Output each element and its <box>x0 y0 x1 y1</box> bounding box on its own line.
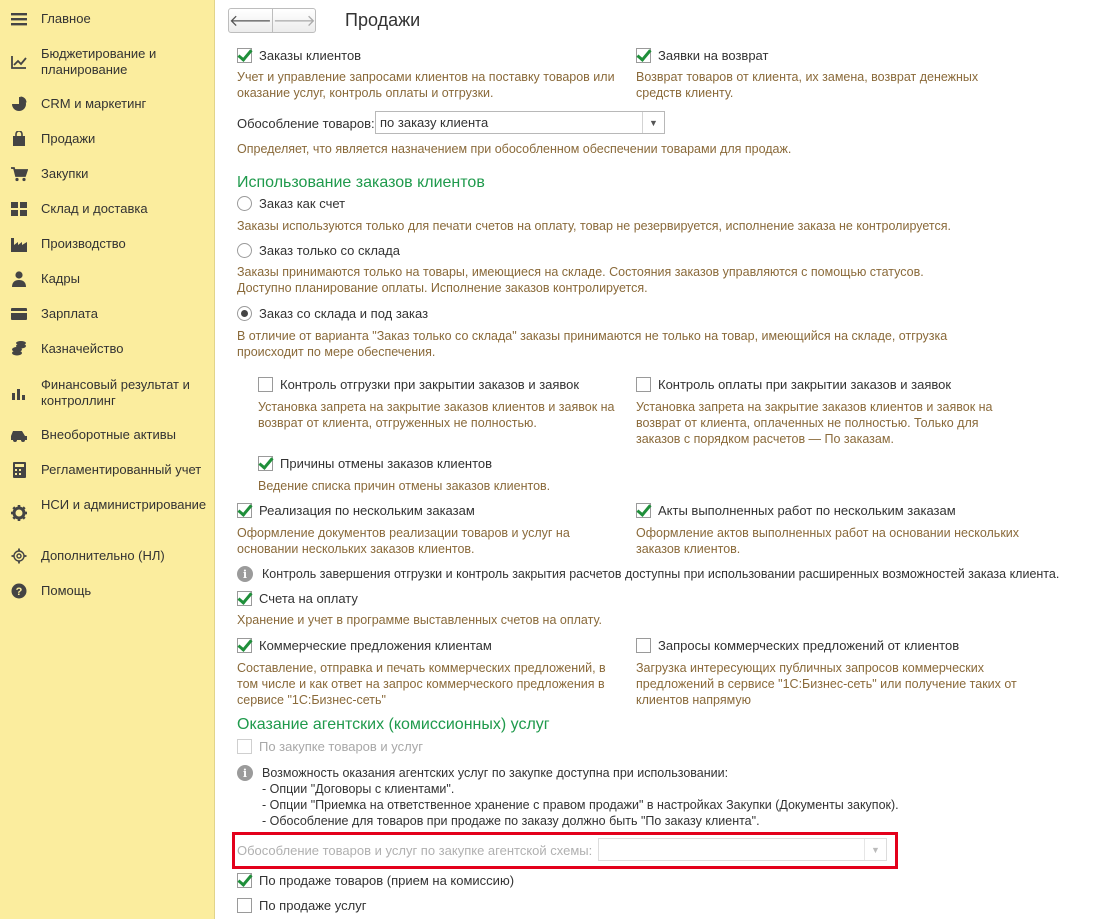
sidebar <box>0 0 215 919</box>
card-icon <box>10 306 28 322</box>
sidebar-item-main[interactable] <box>0 10 214 30</box>
offers-label: Коммерческие предложения клиентам <box>259 638 492 653</box>
gear-icon <box>10 505 28 521</box>
option-stock-only-label: Заказ только со склада <box>259 243 400 258</box>
cancel-reasons-row[interactable] <box>258 456 492 471</box>
sidebar-item-help[interactable] <box>0 582 214 602</box>
shipment-control-checkbox[interactable] <box>258 377 273 392</box>
payment-control-row[interactable] <box>636 377 951 392</box>
budget-icon <box>10 54 28 70</box>
isolation-select[interactable] <box>375 111 665 134</box>
shipment-control-label: Контроль отгрузки при закрытии заказов и заявок <box>280 377 580 392</box>
bar-chart-icon <box>10 385 28 401</box>
sidebar-item-fixed-assets[interactable] <box>0 426 214 446</box>
info-icon: i <box>237 566 253 582</box>
offers-checkbox[interactable] <box>237 638 252 653</box>
shipment-control-desc: Установка запрета на закрытие заказов клиентов и заявок на возврат от клиента, отгруженных не полностью. <box>258 400 615 430</box>
agent-purchase-row[interactable] <box>237 739 423 754</box>
sidebar-item-label: Помощь <box>41 583 92 598</box>
cancel-reasons-checkbox[interactable] <box>258 456 273 471</box>
sidebar-item-label: Внеоборотные активы <box>41 427 177 442</box>
help-icon <box>10 583 28 599</box>
invoices-desc: Хранение и учет в программе выставленных счетов на оплату. <box>237 613 602 627</box>
sidebar-item-label: Кадры <box>41 271 80 286</box>
agent-info-icon-wrap <box>237 765 253 781</box>
sidebar-item-label: Регламентированный учет <box>41 462 202 477</box>
sidebar-item-label: Финансовый результат и контроллинг <box>41 377 190 408</box>
agent-info-line: - Опции "Договоры с клиентами". <box>262 782 455 796</box>
cart-icon <box>10 166 28 182</box>
agent-goods-sale-row[interactable] <box>237 873 514 888</box>
sidebar-item-warehouse[interactable] <box>0 200 214 220</box>
svg-text:?: ? <box>15 586 23 598</box>
agent-info-line: - Обособление для товаров при продаже по заказу должно быть "По заказу клиента". <box>262 814 760 828</box>
multi-acts-checkbox[interactable] <box>636 503 651 518</box>
sidebar-item-salary[interactable] <box>0 305 214 325</box>
sidebar-item-label: Главное <box>41 11 91 26</box>
agent-info-line: Возможность оказания агентских услуг по закупке доступна при использовании: <box>262 766 729 780</box>
sidebar-item-label: CRM и маркетинг <box>41 96 147 111</box>
sidebar-item-label: Дополнительно (НЛ) <box>41 548 165 563</box>
option-stock-and-order-label: Заказ со склада и под заказ <box>259 306 429 321</box>
agent-scheme-label: Обособление товаров и услуг по закупке агентской схемы: <box>237 843 593 858</box>
agent-services-sale-label: По продаже услуг <box>259 898 367 913</box>
requests-desc: Загрузка интересующих публичных запросов коммерческих предложений в сервисе "1С:Бизнес-сеть" или получение таких от клиентов напрямую <box>636 661 1017 707</box>
option-stock-only-radio[interactable] <box>237 243 252 258</box>
returns-checkbox-row[interactable] <box>636 48 768 63</box>
agent-purchase-label: По закупке товаров и услуг <box>259 739 423 754</box>
invoices-checkbox[interactable] <box>237 591 252 606</box>
factory-icon <box>10 236 28 252</box>
sidebar-item-sales[interactable] <box>0 130 214 150</box>
cancel-reasons-label: Причины отмены заказов клиентов <box>280 456 493 471</box>
calculator-icon <box>10 462 28 478</box>
multi-info-icon-wrap <box>237 566 253 582</box>
agent-section-title: Оказание агентских (комиссионных) услуг <box>237 716 550 733</box>
sidebar-item-label: Казначейство <box>41 341 124 356</box>
back-button[interactable]: 🡐 <box>229 13 272 30</box>
bag-icon <box>10 131 28 147</box>
sidebar-item-label: Бюджетирование и планирование <box>41 46 157 77</box>
gear-outline-icon <box>10 548 28 564</box>
page-title: Продажи <box>345 10 421 30</box>
coins-icon <box>10 341 28 357</box>
multi-info-text: Контроль завершения отгрузки и контроль закрытия расчетов доступны при использовании расширенных возможностей заказа клиента. <box>262 567 1060 581</box>
info-icon: i <box>237 765 253 781</box>
multi-acts-row[interactable] <box>636 503 956 518</box>
multi-sales-label: Реализация по нескольким заказам <box>259 503 475 518</box>
multi-acts-desc: Оформление актов выполненных работ на основании нескольких заказов клиентов. <box>636 526 1020 556</box>
sidebar-item-financial-result[interactable] <box>0 376 214 410</box>
usage-section-title: Использование заказов клиентов <box>237 174 485 191</box>
option-invoice-label: Заказ как счет <box>259 196 346 211</box>
customer-orders-checkbox-row[interactable] <box>237 48 361 63</box>
sidebar-item-regulated-accounting[interactable] <box>0 461 214 481</box>
offers-row[interactable] <box>237 638 492 653</box>
shipment-control-row[interactable] <box>258 377 579 392</box>
agent-goods-sale-label: По продаже товаров (прием на комиссию) <box>259 873 515 888</box>
sidebar-item-production[interactable] <box>0 235 214 255</box>
dropdown-arrow-icon[interactable]: ▼ <box>864 839 886 860</box>
isolation-desc: Определяет, что является назначением при обособленном обеспечении товарами для продаж. <box>237 142 792 156</box>
sidebar-item-hr[interactable] <box>0 270 214 290</box>
multi-sales-row[interactable] <box>237 503 475 518</box>
forward-button[interactable]: 🡒 <box>272 9 316 32</box>
history-nav <box>228 8 316 33</box>
option-stock-only-desc: Заказы принимаются только на товары, имеющиеся на складе. Состояния заказов управляются с помощью статусов. Доступно планирование оплаты. Исполнение заказов контролируется. <box>237 265 924 295</box>
invoices-label: Счета на оплату <box>259 591 358 606</box>
requests-checkbox[interactable] <box>636 638 651 653</box>
option-invoice-row[interactable] <box>237 196 345 211</box>
multi-sales-desc: Оформление документов реализации товаров и услуг на основании нескольких заказов клиентов. <box>237 526 570 556</box>
agent-services-sale-row[interactable] <box>237 898 366 913</box>
returns-label: Заявки на возврат <box>658 48 769 63</box>
returns-desc: Возврат товаров от клиента, их замена, возврат денежных средств клиенту. <box>636 70 979 100</box>
highlight-frame <box>232 832 898 869</box>
pie-chart-icon <box>10 96 28 112</box>
person-icon <box>10 271 28 287</box>
agent-purchase-checkbox[interactable] <box>237 739 252 754</box>
cancel-reasons-desc: Ведение списка причин отмены заказов клиентов. <box>258 479 551 493</box>
dropdown-arrow-icon[interactable]: ▼ <box>642 112 664 133</box>
main-panel <box>215 0 1103 919</box>
sidebar-item-nsi-admin[interactable] <box>0 496 214 530</box>
customer-orders-label: Заказы клиентов <box>259 48 362 63</box>
agent-goods-sale-checkbox[interactable] <box>237 873 252 888</box>
warehouse-icon <box>10 201 28 217</box>
sidebar-item-treasury[interactable] <box>0 340 214 360</box>
car-icon <box>10 427 28 443</box>
isolation-label: Обособление товаров: <box>237 116 375 131</box>
agent-info <box>262 765 1022 829</box>
customer-orders-desc: Учет и управление запросами клиентов на поставку товаров или оказание услуг, контроль оплаты и отгрузки. <box>237 70 615 100</box>
option-invoice-radio[interactable] <box>237 196 252 211</box>
option-stock-and-order-radio[interactable] <box>237 306 252 321</box>
option-stock-and-order-desc: В отличие от варианта "Заказ только со склада" заказы принимаются не только на товар, имеющийся на складе, отгрузка происходит по мере обеспечения. <box>237 329 948 359</box>
payment-control-desc: Установка запрета на закрытие заказов клиентов и заявок на возврат от клиента, оплаченных не полностью. Только для заказов с порядком расчетов — По заказам. <box>636 400 993 446</box>
requests-row[interactable] <box>636 638 959 653</box>
offers-desc: Составление, отправка и печать коммерческих предложений, в том числе и как ответ на запрос коммерческого предложения в сервисе "1С:Бизнес-сеть" <box>237 661 606 707</box>
sidebar-item-label: Склад и доставка <box>41 201 148 216</box>
returns-checkbox[interactable] <box>636 48 651 63</box>
option-invoice-desc: Заказы используются только для печати счетов на оплату, товар не резервируется, исполнение заказа не контролируется. <box>237 219 951 233</box>
option-stock-only-row[interactable] <box>237 243 400 258</box>
option-stock-and-order-row[interactable] <box>237 306 428 321</box>
requests-label: Запросы коммерческих предложений от клиентов <box>658 638 960 653</box>
payment-control-label: Контроль оплаты при закрытии заказов и заявок <box>658 377 952 392</box>
agent-services-sale-checkbox[interactable] <box>237 898 252 913</box>
sidebar-item-crm[interactable] <box>0 95 214 115</box>
invoices-row[interactable] <box>237 591 358 606</box>
sidebar-item-label: Производство <box>41 236 126 251</box>
multi-sales-checkbox[interactable] <box>237 503 252 518</box>
menu-icon <box>10 11 28 27</box>
multi-acts-label: Акты выполненных работ по нескольким заказам <box>658 503 956 518</box>
sidebar-item-budgeting[interactable] <box>0 45 214 79</box>
sidebar-item-label: Продажи <box>41 131 96 146</box>
agent-info-line: - Опции "Приемка на ответственное хранение с правом продажи" в настройках Закупки (Документы закупок). <box>262 798 899 812</box>
customer-orders-checkbox[interactable] <box>237 48 252 63</box>
sidebar-item-label: Зарплата <box>41 306 98 321</box>
isolation-value: по заказу клиента <box>380 115 489 130</box>
sidebar-item-additional[interactable] <box>0 547 214 567</box>
payment-control-checkbox[interactable] <box>636 377 651 392</box>
sidebar-item-label: Закупки <box>41 166 89 181</box>
sidebar-item-label: НСИ и администрирование <box>41 497 207 512</box>
sidebar-item-purchases[interactable] <box>0 165 214 185</box>
